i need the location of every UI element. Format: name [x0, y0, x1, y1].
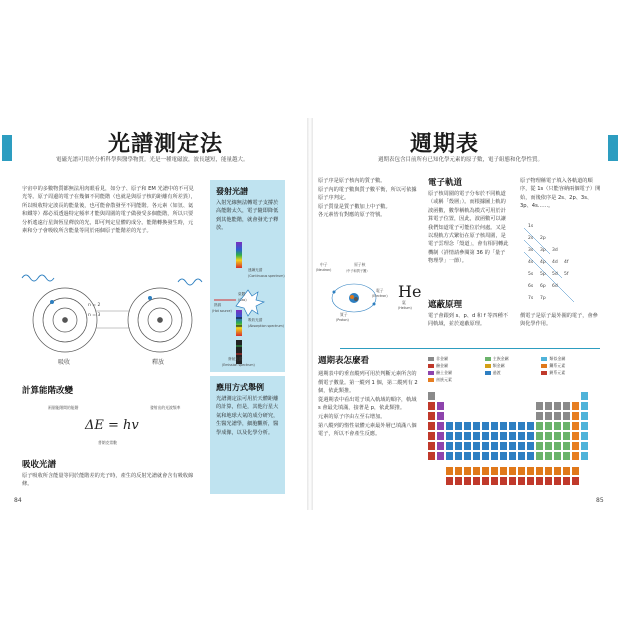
orbital-2p: 2p [540, 236, 546, 241]
element-cell [482, 452, 489, 460]
element-cell [473, 442, 480, 450]
atom-bullet: 原子內的電子數與質子數平衡，所以可依據原子序判定。 [318, 186, 417, 202]
element-cell [527, 422, 534, 430]
emission-text: 入射光線無法轉電子支撐於高能階太久，電子隨即降低到其他能階，就會發光子釋放。 [216, 200, 279, 232]
nucleus-sub-label: （中子和質子團） [344, 269, 370, 273]
element-cell [455, 442, 462, 450]
element-cell [464, 477, 471, 485]
element-cell [473, 477, 480, 485]
legend-item: 類似金屬 [541, 356, 598, 362]
orbital-3p: 3p [540, 248, 546, 253]
element-cell [545, 477, 552, 485]
element-cell [527, 432, 534, 440]
element-cell [536, 402, 543, 410]
element-cell [572, 452, 579, 460]
element-cell [554, 432, 561, 440]
element-cell [545, 432, 552, 440]
element-cell [563, 452, 570, 460]
section-divider [340, 348, 600, 349]
incoming-photon-wave [22, 275, 54, 281]
element-cell [554, 467, 561, 475]
electron-dot [50, 300, 54, 304]
element-cell [563, 467, 570, 475]
left-page-subtitle: 電磁光譜可用於分析科學與醫學物質。光是一種電磁波，波長越短，能量越大。 [56, 157, 249, 163]
element-cell [428, 412, 435, 420]
element-cell [536, 432, 543, 440]
absorption-heading: 吸收光譜 [22, 460, 57, 470]
element-cell [545, 422, 552, 430]
energy-freq-label: 發射出的光波頻率 [150, 405, 181, 410]
element-cell [491, 452, 498, 460]
orbital-4d: 4d [552, 260, 558, 265]
howto-bullet: 元素的原子序由左至右增加。 [318, 413, 386, 420]
element-cell [518, 442, 525, 450]
left-page-title: 光譜測定法 [108, 132, 224, 157]
atom-bullet: 原子序是原子核內的質子數。 [318, 178, 386, 184]
element-cell [518, 452, 525, 460]
element-cell [563, 402, 570, 410]
element-cell [563, 432, 570, 440]
element-cell [446, 432, 453, 440]
element-cell [428, 422, 435, 430]
element-cell [437, 422, 444, 430]
element-cell [500, 442, 507, 450]
element-cell [428, 392, 435, 400]
element-cell [482, 442, 489, 450]
element-cell [536, 477, 543, 485]
planck-label: 普朗克常數 [98, 440, 117, 445]
element-cell [536, 422, 543, 430]
legend-item: 類金屬 [485, 363, 542, 369]
orbital-4s: 4s [528, 260, 534, 265]
element-cell [455, 477, 462, 485]
element-cell [509, 442, 516, 450]
element-cell [455, 452, 462, 460]
element-cell [437, 402, 444, 410]
element-cell [518, 477, 525, 485]
element-cell [581, 402, 588, 410]
level-n2-label: n = 2 [88, 303, 101, 308]
element-cell [563, 442, 570, 450]
neutron-en-label: (Neutron) [316, 268, 332, 272]
gas-en-label: (Gas) [238, 298, 247, 302]
emit-atom [128, 288, 192, 352]
left-section-label: 物理學 [4, 142, 10, 162]
atom-bullets [318, 177, 418, 220]
element-cell [464, 432, 471, 440]
element-cell [554, 442, 561, 450]
element-cell [536, 442, 543, 450]
element-cell [554, 402, 561, 410]
element-cell [455, 422, 462, 430]
application-text: 光譜測定法可用於天體距離的計算，但是，其他行星大氣和地球大氣的成分研究，生醫光譜學，細胞觀析，醫學成像，以及化學分析。 [216, 396, 279, 436]
element-cell [482, 477, 489, 485]
left-intro-text: 宇宙中的多數物質都無法用肉眼看見，如分子、原子和 EM 光譜中的不可見光等。原子周邊的電子在幾個不同能階（也就是與原子核的距離有所差異），所以吸收特定波長的能量後，也可能會散發至不同能階。各元素（如氫、氦和鐵等）都必須透過特定頻率才能與周圍的電子做發受多個能階，所以只要分析遙遠行星與恆星釋放的光，即可判定星體的成分。能階轉換發生時，元素和分子會吸收所含能量等同於兩個原子能階差的光子。 [22, 186, 196, 235]
element-cell [446, 467, 453, 475]
element-cell [527, 467, 534, 475]
orbital-4f: 4f [564, 260, 569, 265]
orbital-3s: 3s [528, 248, 534, 253]
atom-energy-diagram [20, 270, 210, 370]
absorption-text: 原子吸收所含能量等同於能階差的光子時，產生的反射光譜就會含有吸收線條。 [22, 473, 194, 488]
element-cell [428, 432, 435, 440]
absorb-label: 吸收 [58, 359, 71, 366]
element-cell [545, 442, 552, 450]
orbital-5s: 5s [528, 272, 534, 277]
element-cell [563, 412, 570, 420]
right-page-title: 週期表 [410, 132, 480, 157]
proton-label: 質子 [340, 312, 348, 317]
neutron-dot [354, 297, 358, 301]
element-cell [473, 452, 480, 460]
element-cell [482, 467, 489, 475]
element-cell [536, 412, 543, 420]
element-cell [491, 442, 498, 450]
element-cell [446, 452, 453, 460]
element-cell [491, 422, 498, 430]
electron-dot [373, 303, 376, 306]
absorption-spectrum-bar [236, 310, 242, 336]
howto-bullet: 第八縱列的惰性氣體元素最外層已填滿八個電子，所以不會產生反應。 [318, 422, 417, 438]
element-cell [509, 422, 516, 430]
atom-bullet: 各元素皆有對應的原子符號。 [318, 212, 386, 219]
element-cell [464, 442, 471, 450]
element-cell [572, 412, 579, 420]
proton-dot [350, 295, 354, 299]
element-cell [428, 402, 435, 410]
legend-item: 錒系元素 [541, 370, 598, 376]
gas-label: 氣體 [238, 292, 246, 296]
element-cell [545, 412, 552, 420]
element-cell [536, 467, 543, 475]
element-cell [455, 467, 462, 475]
element-cell [509, 452, 516, 460]
helium-label: 氦 [402, 300, 406, 305]
orbital-6d: 6d [552, 284, 558, 289]
element-cell [437, 442, 444, 450]
orbital-7s: 7s [528, 296, 534, 301]
element-cell [536, 452, 543, 460]
orbital-5p: 5p [540, 272, 546, 277]
element-cell [446, 442, 453, 450]
element-cell [428, 442, 435, 450]
legend-item: 鹵族元素 [428, 377, 485, 383]
orbit-heading: 電子軌道 [428, 178, 463, 188]
orbital-5f: 5f [564, 272, 569, 277]
legend-item: 鹼金屬 [428, 363, 485, 369]
emission-spec-en-label: (Emission spectrum) [222, 363, 255, 367]
element-cell [428, 452, 435, 460]
legend-item: 過渡 [485, 370, 542, 376]
element-cell [482, 422, 489, 430]
element-cell [446, 422, 453, 430]
orbital-6s: 6s [528, 284, 534, 289]
element-cell [464, 452, 471, 460]
element-cell [482, 432, 489, 440]
continuous-spectrum-bar [236, 242, 242, 268]
proton-en-label: (Proton) [336, 318, 349, 322]
element-cell [527, 477, 534, 485]
element-cell [581, 442, 588, 450]
emit-label: 釋放 [152, 359, 165, 366]
orbital-7p: 7p [540, 296, 546, 301]
element-cell [554, 422, 561, 430]
helium-en-label: (Helium) [398, 306, 412, 310]
helium-symbol: He [398, 282, 422, 301]
element-cell [545, 402, 552, 410]
emission-diagram [212, 240, 284, 370]
element-cell [437, 412, 444, 420]
neutron-label: 中子 [320, 262, 328, 267]
legend-item: 非金屬 [428, 356, 485, 362]
energy-gap-label: 兩個能階間的能階 [48, 405, 79, 410]
element-cell [500, 422, 507, 430]
application-heading: 應用方式舉例 [216, 383, 264, 392]
nucleus-label: 原子核 [354, 262, 366, 267]
shield-text: 電子會跟到 s、p、d 和 f 等四種不同軌域，並於遮蔽原理。 [428, 313, 508, 328]
element-cell [437, 452, 444, 460]
element-cell [581, 432, 588, 440]
element-cell [554, 452, 561, 460]
orbital-5d: 5d [552, 272, 558, 277]
orbital-6p: 6p [540, 284, 546, 289]
element-cell [545, 467, 552, 475]
orbital-4p: 4p [540, 260, 546, 265]
electron-dot [333, 291, 336, 294]
element-cell [509, 477, 516, 485]
absorb-atom [33, 288, 97, 352]
element-cell [572, 467, 579, 475]
element-cell [572, 402, 579, 410]
hotsource-label: 熱源 [214, 303, 222, 307]
legend-item: 鹼土金屬 [428, 370, 485, 376]
element-cell [527, 442, 534, 450]
element-cell [572, 432, 579, 440]
application-sidebox [210, 376, 285, 494]
orbital-2s: 2s [528, 236, 534, 241]
level-n3-label: n = 3 [88, 313, 101, 318]
left-page-number: 84 [14, 497, 22, 504]
element-cell [473, 432, 480, 440]
energy-formula: ΔE = hv [85, 418, 139, 433]
element-cell [500, 452, 507, 460]
right-page-number: 85 [596, 497, 604, 504]
orbit-order-text: 原子物理稱電子填入各軌道的順序，從 1s（只能容納兩個電子）開始，而後依序是 2s、2p、3s、3p、4s……。 [520, 178, 601, 210]
element-cell [572, 422, 579, 430]
element-cell [500, 467, 507, 475]
element-legend [428, 356, 598, 383]
absorption-spec-label: 吸收光譜 [248, 318, 263, 322]
legend-item: 主族金屬 [485, 356, 542, 362]
howto-bullet: 從週期表中看出電子填入軌域的順序，軌域 s 會最先填滿，接著是 p，依此類推。 [318, 396, 417, 412]
outgoing-photon-wave [178, 279, 202, 285]
element-cell [509, 432, 516, 440]
element-cell [527, 452, 534, 460]
element-cell [581, 412, 588, 420]
emission-spec-label: 發射光譜 [228, 357, 243, 361]
element-cell [581, 452, 588, 460]
element-cell [563, 477, 570, 485]
howto-bullet: 週期表中的垂直縱列可用於判斷元素所含的價電子數量。第一縱列 1 個，第二縱列有 2 個，依此類推。 [318, 371, 418, 395]
element-cell [563, 422, 570, 430]
element-cell [518, 467, 525, 475]
continuous-en-label: (Continuous spectrum) [248, 274, 285, 278]
element-cell [572, 477, 579, 485]
element-cell [473, 422, 480, 430]
element-cell [509, 467, 516, 475]
element-cell [581, 392, 588, 400]
right-section-label: 物理學 [610, 142, 616, 162]
atom-bullet: 原子質量是質子數加上中子數。 [318, 203, 391, 210]
element-cell [581, 422, 588, 430]
element-cell [518, 432, 525, 440]
element-cell [518, 422, 525, 430]
shield-heading: 遮蔽原理 [428, 300, 463, 310]
element-cell [500, 477, 507, 485]
element-cell [455, 432, 462, 440]
element-cell [545, 452, 552, 460]
element-cell [554, 412, 561, 420]
element-cell [554, 477, 561, 485]
orbital-1s: 1s [528, 224, 534, 229]
element-cell [464, 467, 471, 475]
element-cell [446, 477, 453, 485]
element-cell [500, 432, 507, 440]
energy-heading: 計算能階改變 [22, 386, 74, 396]
orbit-text: 原子核周圍的電子分布於不同軌道（或稱「殼層」）。而根據圖上軌的波函數，數學稱軌為模式可用於計算電子位置，因此，波函數可以讓我們知道電子可能位於何處。又是以現軌方式繁衍在原子核周圍，是電子雲理念「殼道」，會有相同轉此機制（詳情請參閱第 36 的「量子物理學」一節）。 [428, 191, 509, 265]
element-cell [437, 432, 444, 440]
howto-heading: 週期表怎麼看 [318, 356, 370, 366]
element-cell [491, 477, 498, 485]
right-page-subtitle: 週期表包含目前所有已知化學元素的原子數，電子組態和化學性質。 [378, 157, 544, 163]
electron-label: 電子 [376, 288, 384, 293]
element-cell [572, 442, 579, 450]
absorption-spec-en-label: (Absorption spectrum) [248, 324, 284, 328]
howto-bullets [318, 370, 418, 439]
legend-item: 鑭系元素 [541, 363, 598, 369]
orbital-3d: 3d [552, 248, 558, 253]
hotsource-en-label: (Hot source) [212, 309, 232, 313]
element-cell [473, 467, 480, 475]
electron-en-label: (Electron) [372, 294, 388, 298]
element-cell [491, 467, 498, 475]
element-cell [464, 422, 471, 430]
emission-heading: 發射光譜 [216, 187, 248, 196]
book-gutter [307, 118, 313, 510]
element-cell [491, 432, 498, 440]
electron-dot [148, 296, 152, 300]
continuous-label: 連續光譜 [248, 268, 263, 272]
valence-text: 價電子是原子最外圍的電子，會參與化學作用。 [520, 313, 598, 328]
